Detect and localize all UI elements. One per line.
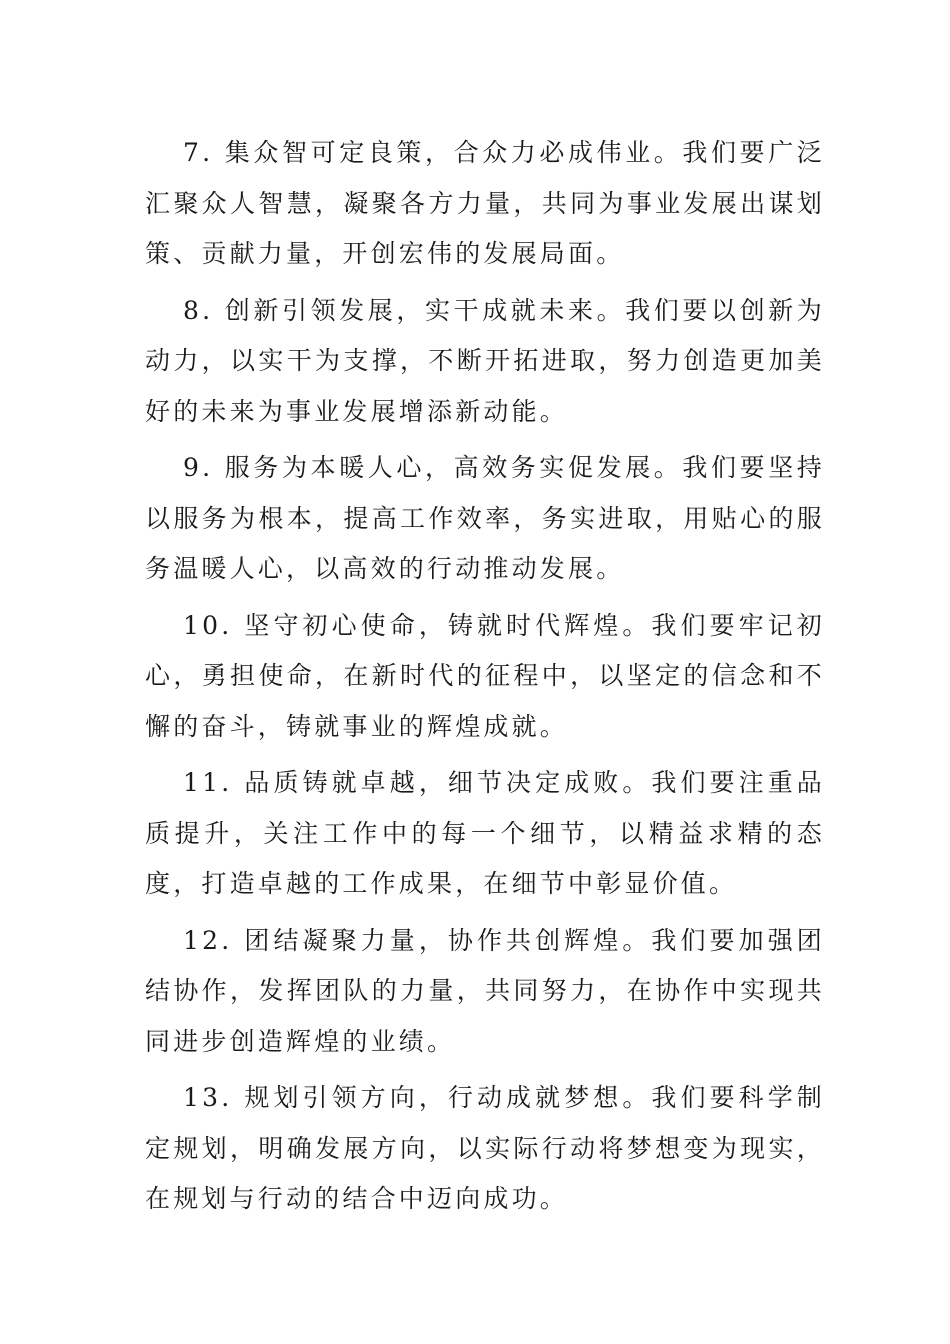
document-body bbox=[145, 128, 825, 1231]
paragraph-10: 10. 坚守初心使命，铸就时代辉煌。我们要牢记初心，勇担使命，在新时代的征程中，以坚定的信念和不懈的奋斗，铸就事业的辉煌成就。 bbox=[145, 610, 825, 741]
paragraph-12: 12. 团结凝聚力量，协作共创辉煌。我们要加强团结协作，发挥团队的力量，共同努力，在协作中实现共同进步创造辉煌的业绩。 bbox=[145, 925, 825, 1056]
paragraph-11: 11. 品质铸就卓越，细节决定成败。我们要注重品质提升，关注工作中的每一个细节，以精益求精的态度，打造卓越的工作成果，在细节中彰显价值。 bbox=[145, 768, 825, 898]
paragraph-9: 9. 服务为本暖人心，高效务实促发展。我们要坚持以服务为根本，提高工作效率，务实进取，用贴心的服务温暖人心，以高效的行动推动发展。 bbox=[145, 453, 825, 583]
paragraph-8: 8. 创新引领发展，实干成就未来。我们要以创新为动力，以实干为支撑，不断开拓进取，努力创造更加美好的未来为事业发展增添新动能。 bbox=[145, 295, 825, 426]
paragraph-13: 13. 规划引领方向，行动成就梦想。我们要科学制定规划，明确发展方向，以实际行动将梦想变为现实，在规划与行动的结合中迈向成功。 bbox=[145, 1083, 825, 1213]
paragraph-7: 7. 集众智可定良策，合众力必成伟业。我们要广泛汇聚众人智慧，凝聚各方力量，共同为事业发展出谋划策、贡献力量，开创宏伟的发展局面。 bbox=[145, 138, 825, 268]
